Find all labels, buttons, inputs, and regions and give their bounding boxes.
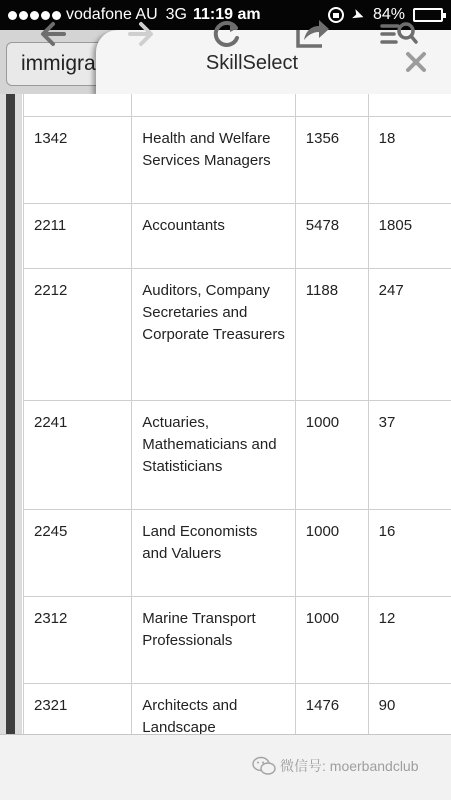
table-cell (295, 94, 368, 117)
anzsco-code: 1342 (24, 117, 132, 204)
anzsco-code: 2212 (24, 269, 132, 401)
occupation-name: Land Economists and Valuers (132, 510, 295, 597)
network-type: 3G (165, 6, 187, 23)
reader-icon[interactable] (378, 14, 418, 54)
table-row (24, 269, 451, 401)
occupation-name: Marine Transport Professionals (132, 597, 295, 684)
anzsco-code: 2245 (24, 510, 132, 597)
ceiling-value: 1000 (295, 597, 368, 684)
occupation-name: Actuaries, Mathematicians and Statisticians (132, 401, 295, 510)
table-row (24, 401, 451, 510)
anzsco-code: 2321 (24, 684, 132, 735)
battery-percent: 84% (372, 6, 405, 23)
occupation-name: Accountants (132, 204, 295, 269)
anzsco-code: 2241 (24, 401, 132, 510)
ceiling-value: 1476 (295, 684, 368, 735)
scroll-indicator[interactable] (6, 94, 15, 734)
forward-arrow-icon[interactable] (120, 14, 160, 54)
watermark-text: 微信号: moerbandclub (280, 758, 419, 774)
wechat-watermark (252, 756, 419, 776)
page-content[interactable] (0, 94, 451, 734)
table-row (24, 94, 451, 117)
table-cell (24, 94, 132, 117)
ceiling-value: 1000 (295, 401, 368, 510)
wechat-icon (252, 756, 276, 776)
share-icon[interactable] (292, 14, 332, 54)
back-arrow-icon[interactable] (34, 14, 74, 54)
table-row (24, 684, 451, 735)
occupation-name: Architects and Landscape (132, 684, 295, 735)
ceiling-value: 1356 (295, 117, 368, 204)
anzsco-code: 2312 (24, 597, 132, 684)
occupations-table (23, 94, 451, 734)
invitations-count: 1805 (368, 204, 451, 269)
ceiling-value: 5478 (295, 204, 368, 269)
invitations-count: 16 (368, 510, 451, 597)
table-cell (368, 94, 451, 117)
table-row (24, 204, 451, 269)
table-row (24, 510, 451, 597)
sheet-title: SkillSelect (205, 52, 299, 74)
invitations-count: 90 (368, 684, 451, 735)
reload-icon[interactable] (206, 14, 246, 54)
invitations-count: 247 (368, 269, 451, 401)
table-row (24, 117, 451, 204)
table-row (24, 597, 451, 684)
carrier-name: vodafone AU (66, 6, 158, 23)
ceiling-value: 1188 (295, 269, 368, 401)
ceiling-value: 1000 (295, 510, 368, 597)
invitations-count: 18 (368, 117, 451, 204)
invitations-count: 37 (368, 401, 451, 510)
location-arrow-icon: ➤ (349, 5, 368, 26)
occupation-name: Health and Welfare Services Managers (132, 117, 295, 204)
anzsco-code: 2211 (24, 204, 132, 269)
invitations-count: 12 (368, 597, 451, 684)
background-tab[interactable]: immigra (6, 42, 116, 86)
table-cell (132, 94, 295, 117)
occupation-name: Auditors, Company Secretaries and Corporate Treasurers (132, 269, 295, 401)
clock: 11:19 am (192, 6, 261, 23)
